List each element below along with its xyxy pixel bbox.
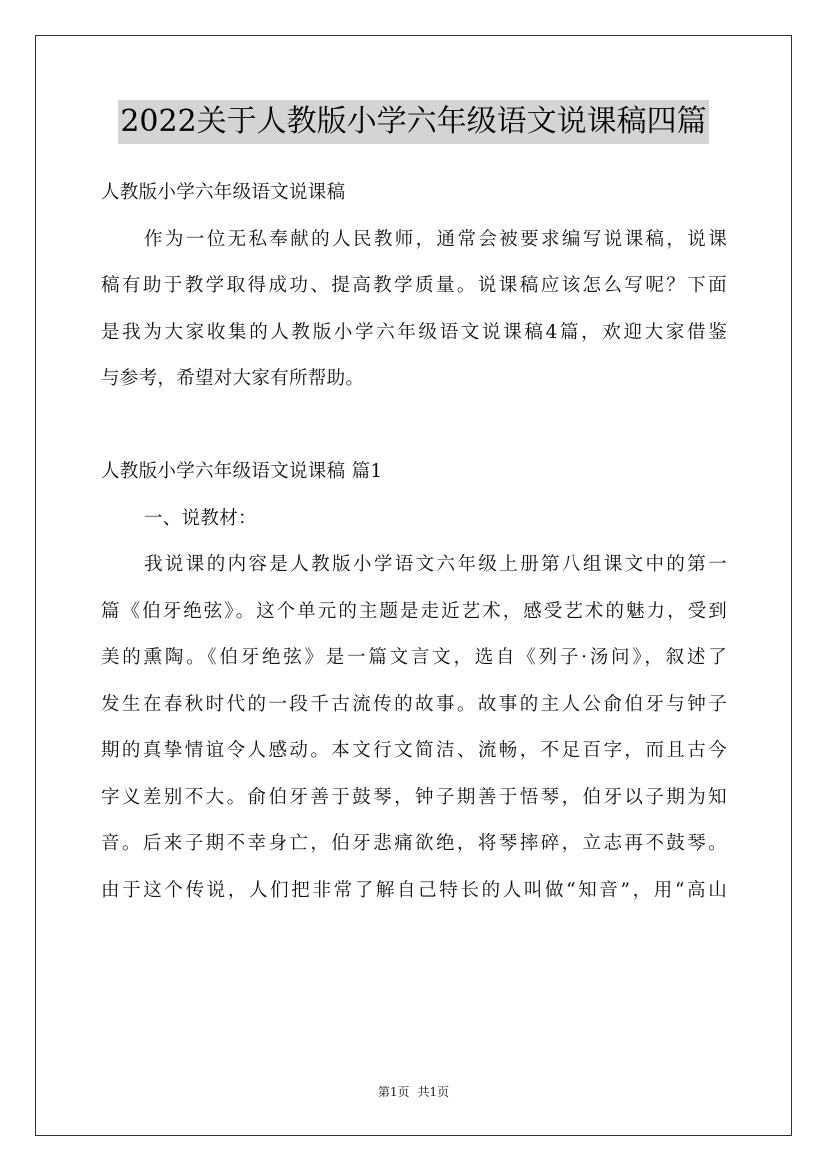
paragraph-line: 美的熏陶。《伯牙绝弦》是一篇文言文，选自《列子·汤问》，叙述了 <box>101 647 727 668</box>
page-footer <box>0 1083 827 1100</box>
title-container <box>0 100 827 144</box>
paragraph-line: 篇《伯牙绝弦》。这个单元的主题是走近艺术，感受艺术的魅力，受到 <box>101 600 727 622</box>
section-heading: 人教版小学六年级语文说课稿 篇1 <box>101 461 383 482</box>
paragraph-line: 与参考，希望对大家有所帮助。 <box>101 368 365 389</box>
paragraph-line: 稿有助于教学取得成功、提高教学质量。说课稿应该怎么写呢？下面 <box>101 275 727 296</box>
document-title: 2022关于人教版小学六年级语文说课稿四篇 <box>118 100 708 144</box>
paragraph-line: 发生在春秋时代的一段千古流传的故事。故事的主人公俞伯牙与钟子 <box>101 693 727 715</box>
page-number: 第1页 <box>377 1085 410 1099</box>
subsection-heading: 一、说教材： <box>144 507 257 529</box>
paragraph-line: 音。后来子期不幸身亡，伯牙悲痛欲绝，将琴摔碎，立志再不鼓琴。 <box>101 833 727 854</box>
paragraph-spacer <box>101 403 727 450</box>
paragraph-line: 由于这个传说，人们把非常了解自己特长的人叫做“知音”，用“高山 <box>101 879 727 901</box>
page-total: 共1页 <box>417 1085 450 1099</box>
paragraph-line: 作为一位无私奉献的人民教师，通常会被要求编写说课稿，说课 <box>144 228 727 250</box>
paragraph-line: 是我为大家收集的人教版小学六年级语文说课稿4篇，欢迎大家借鉴 <box>101 321 727 343</box>
paragraph-line: 我说课的内容是人教版小学语文六年级上册第八组课文中的第一 <box>144 554 727 575</box>
paragraph-line: 期的真挚情谊令人感动。本文行文简洁、流畅，不足百字，而且古今 <box>101 740 727 761</box>
paragraph-line: 字义差别不大。俞伯牙善于鼓琴，钟子期善于悟琴，伯牙以子期为知 <box>101 786 727 808</box>
document-body <box>101 170 727 914</box>
section-heading: 人教版小学六年级语文说课稿 <box>101 182 346 203</box>
